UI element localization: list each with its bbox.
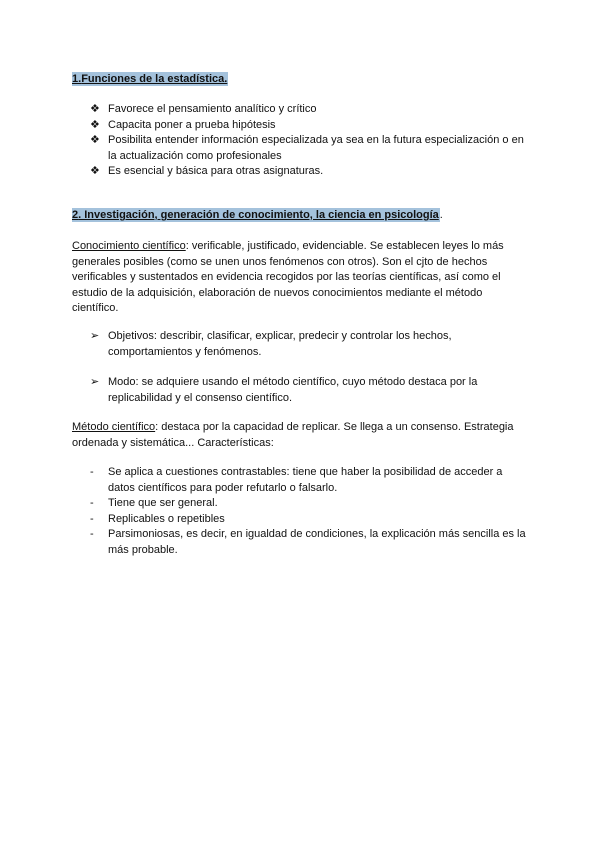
list-item-text: Se aplica a cuestiones contrastables: tiene que haber la posibilidad de acceder a datos científicos para poder refutarlo o falsarlo. (108, 466, 503, 494)
list-item-text: Modo: se adquiere usando el método científico, cuyo método destaca por la replicabilidad y el consenso científico. (108, 376, 478, 404)
list-item-text: Objetivos: describir, clasificar, explicar, predecir y controlar los hechos, comportamientos y fenómenos. (108, 330, 452, 358)
section-1-bullet-list (90, 102, 530, 180)
section-2-title: . Investigación, generación de conocimiento, la ciencia en psicología (78, 209, 439, 221)
section-1-highlight (72, 72, 228, 86)
list-item-text: Favorece el pensamiento analítico y crítico (108, 103, 317, 115)
dash-bullet-icon: - (90, 512, 94, 525)
scientific-method-paragraph (72, 420, 528, 451)
section-1-heading (72, 72, 228, 87)
list-item-text: Tiene que ser general. (108, 497, 218, 509)
scientific-knowledge-paragraph (72, 239, 528, 317)
section-2-number: 2 (72, 209, 79, 221)
scientific-method-term: Método científico (72, 421, 156, 433)
list-item-text: Posibilita entender información especializada ya sea en la futura especialización o en la actualización como profesionales (108, 134, 524, 162)
list-item-text: Parsimoniosas, es decir, en igualdad de condiciones, la explicación más sencilla es la más probable. (108, 528, 526, 556)
list-item (90, 465, 530, 496)
section-2-highlight (72, 208, 440, 222)
section-1-title: Funciones de la estadística. (81, 73, 228, 85)
arrow-bullet-icon: ➢ (90, 330, 100, 342)
dash-bullet-icon: - (90, 497, 94, 509)
diamond-bullet-icon: ❖ (90, 134, 100, 146)
scientific-method-text: : destaca por la capacidad de replicar. Se llega a un consenso. Estrategia ordenada y sistemática... Características: (72, 421, 514, 449)
dash-bullet-icon: - (90, 466, 94, 478)
list-item (90, 102, 530, 118)
scientific-knowledge-text: : verificable, justificado, evidenciable. Se establecen leyes lo más generales posibles (como se unen unos fenómenos con otros). Son el cjto de hechos verificables y sustentados en evidencia recogidos por las teorías científicas, así como el estudio de la adquisición, elaboración de nuevos conocimientos mediante el método científico. (72, 240, 504, 314)
list-item (90, 375, 530, 406)
list-item (90, 512, 530, 528)
list-item-text: Es esencial y básica para otras asignaturas. (108, 165, 324, 177)
section-2-arrow-list (90, 329, 530, 421)
section-1-number: 1. (72, 73, 82, 85)
arrow-bullet-icon: ➢ (90, 376, 100, 388)
section-2-trailing-period: . (439, 209, 443, 221)
list-item (90, 496, 530, 512)
scientific-knowledge-term: Conocimiento científico (72, 240, 186, 252)
dash-bullet-icon: - (90, 528, 94, 540)
list-item (90, 133, 530, 164)
diamond-bullet-icon: ❖ (90, 118, 100, 131)
section-2-heading (72, 208, 443, 223)
list-item (90, 527, 530, 558)
diamond-bullet-icon: ❖ (90, 165, 100, 177)
diamond-bullet-icon: ❖ (90, 103, 100, 115)
list-item (90, 118, 530, 134)
list-item-text: Capacita poner a prueba hipótesis (108, 118, 276, 131)
list-item (90, 164, 530, 180)
list-item (90, 329, 530, 360)
list-item-text: Replicables o repetibles (108, 512, 225, 525)
section-2-dash-list (90, 465, 530, 558)
